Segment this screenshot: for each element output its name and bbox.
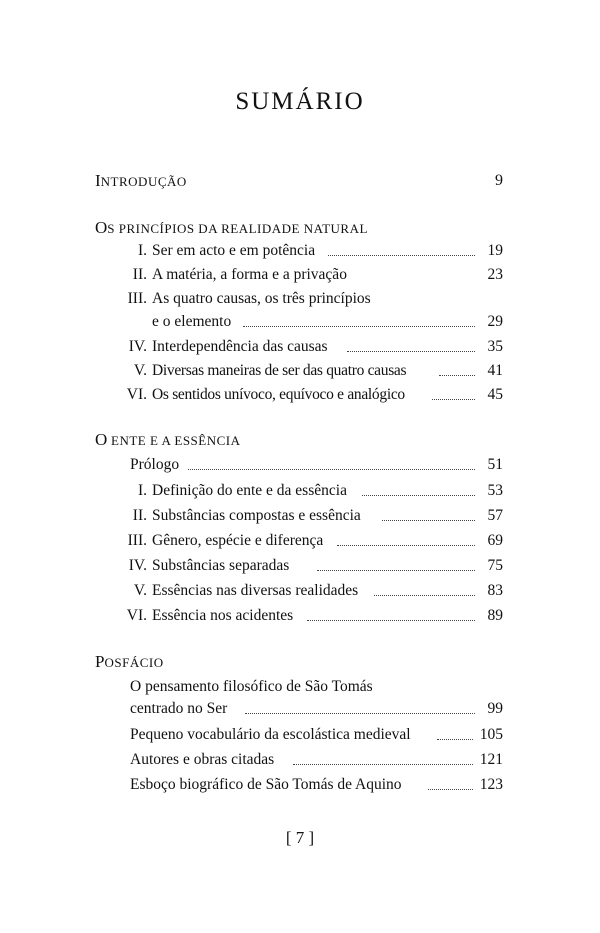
chapter-title: Os sentidos unívoco, equívoco e analógico	[152, 386, 405, 403]
chapter-title: Prólogo	[130, 456, 180, 473]
leader-dots	[428, 783, 473, 790]
toc-entry-ente-5[interactable]	[95, 582, 503, 602]
section-initial: P	[95, 652, 105, 671]
leader-dots	[347, 345, 475, 352]
toc-entry-posfacio-1b[interactable]	[95, 700, 503, 720]
page-footer-number: [ 7 ]	[285, 828, 315, 847]
chapter-title: O pensamento filosófico de São Tomás	[130, 678, 373, 695]
toc-entry-ente-3[interactable]	[95, 532, 503, 552]
toc-entry-principios-3a[interactable]	[95, 290, 503, 310]
leader-dots	[432, 393, 475, 400]
leader-dots	[317, 564, 475, 571]
toc-entry-ente-4[interactable]	[95, 557, 503, 577]
chapter-number: IV.	[128, 557, 147, 574]
toc-entry-principios-5[interactable]	[95, 362, 503, 382]
toc-entry-principios-1[interactable]	[95, 242, 503, 262]
introducao-page-number: 9	[495, 172, 503, 189]
section-heading-introducao[interactable]	[95, 171, 187, 191]
toc-entry-principios-4[interactable]	[95, 338, 503, 358]
chapter-title-continuation: centrado no Ser	[130, 700, 228, 717]
leader-dots	[307, 614, 475, 621]
page-title: SUMÁRIO	[235, 88, 365, 115]
page-number: 57	[487, 507, 503, 524]
section-heading-posfacio[interactable]	[95, 652, 164, 672]
section-rest: ENTE E A ESSÊNCIA	[107, 433, 241, 448]
page-number: 53	[487, 482, 503, 499]
section-initial: O	[95, 218, 108, 237]
page-number: 89	[487, 607, 503, 624]
chapter-number: III.	[127, 290, 147, 307]
section-rest: S PRINCÍPIOS DA REALIDADE NATURAL	[107, 221, 368, 236]
page-number: 123	[479, 776, 503, 793]
page-number: 19	[487, 242, 503, 259]
chapter-number: II.	[132, 507, 147, 524]
chapter-number: II.	[132, 266, 147, 283]
chapter-title: Ser em acto e em potência	[152, 242, 316, 259]
leader-dots	[243, 320, 475, 327]
chapter-title: Gênero, espécie e diferença	[152, 532, 324, 549]
toc-entry-principios-3b[interactable]	[95, 313, 503, 333]
page-number: 121	[479, 751, 503, 768]
chapter-number: V.	[133, 582, 147, 599]
chapter-title: A matéria, a forma e a privação	[152, 266, 347, 283]
chapter-number: I.	[137, 482, 147, 499]
chapter-title: Esboço biográfico de São Tomás de Aquino	[130, 776, 402, 793]
chapter-title: Definição do ente e da essência	[152, 482, 347, 499]
page-number: 23	[487, 266, 503, 283]
chapter-title: As quatro causas, os três princípios	[152, 290, 371, 307]
toc-entry-posfacio-1a[interactable]	[95, 678, 503, 698]
chapter-title: Substâncias separadas	[152, 557, 290, 574]
toc-entry-posfacio-2[interactable]	[95, 726, 503, 746]
page-number: 45	[487, 386, 503, 403]
chapter-title: Diversas maneiras de ser das quatro causas	[152, 362, 407, 379]
chapter-title: Essência nos acidentes	[152, 607, 294, 624]
chapter-number: V.	[133, 362, 147, 379]
leader-dots	[439, 369, 475, 376]
leader-dots	[382, 514, 475, 521]
leader-dots	[245, 707, 475, 714]
leader-dots	[362, 489, 475, 496]
page-number: 99	[487, 700, 503, 717]
section-rest: NTRODUÇÃO	[100, 174, 187, 189]
chapter-number: I.	[137, 242, 147, 259]
toc-entry-ente-2[interactable]	[95, 507, 503, 527]
leader-dots	[293, 758, 473, 765]
page-number: 29	[487, 313, 503, 330]
leader-dots	[328, 249, 475, 256]
toc-entry-posfacio-4[interactable]	[95, 776, 503, 796]
toc-entry-ente-6[interactable]	[95, 607, 503, 627]
leader-dots	[374, 589, 475, 596]
chapter-title: Pequeno vocabulário da escolástica medieval	[130, 726, 411, 743]
chapter-number: VI.	[126, 607, 147, 624]
page-number: 41	[487, 362, 503, 379]
page-number: 69	[487, 532, 503, 549]
chapter-number: VI.	[126, 386, 147, 403]
toc-entry-ente-prologo[interactable]	[95, 456, 503, 476]
page-number: 35	[487, 338, 503, 355]
chapter-title: Interdependência das causas	[152, 338, 328, 355]
toc-entry-ente-1[interactable]	[95, 482, 503, 502]
chapter-title: Autores e obras citadas	[130, 751, 275, 768]
chapter-number: IV.	[128, 338, 147, 355]
chapter-title: Essências nas diversas realidades	[152, 582, 359, 599]
leader-dots	[437, 733, 473, 740]
section-initial: I	[95, 171, 101, 190]
section-initial: O	[95, 430, 108, 449]
page-number: 83	[487, 582, 503, 599]
page-number: 105	[479, 726, 503, 743]
leader-dots	[188, 463, 475, 470]
toc-entry-posfacio-3[interactable]	[95, 751, 503, 771]
leader-dots	[337, 539, 475, 546]
toc-entry-principios-6[interactable]	[95, 386, 503, 406]
section-heading-principios[interactable]	[95, 218, 368, 238]
page-number: 75	[487, 557, 503, 574]
section-heading-ente[interactable]	[95, 430, 241, 450]
chapter-title-continuation: e o elemento	[152, 313, 232, 330]
section-rest: OSFÁCIO	[104, 655, 164, 670]
chapter-number: III.	[127, 532, 147, 549]
chapter-title: Substâncias compostas e essência	[152, 507, 361, 524]
toc-entry-principios-2[interactable]	[95, 266, 503, 286]
page-number: 51	[487, 456, 503, 473]
